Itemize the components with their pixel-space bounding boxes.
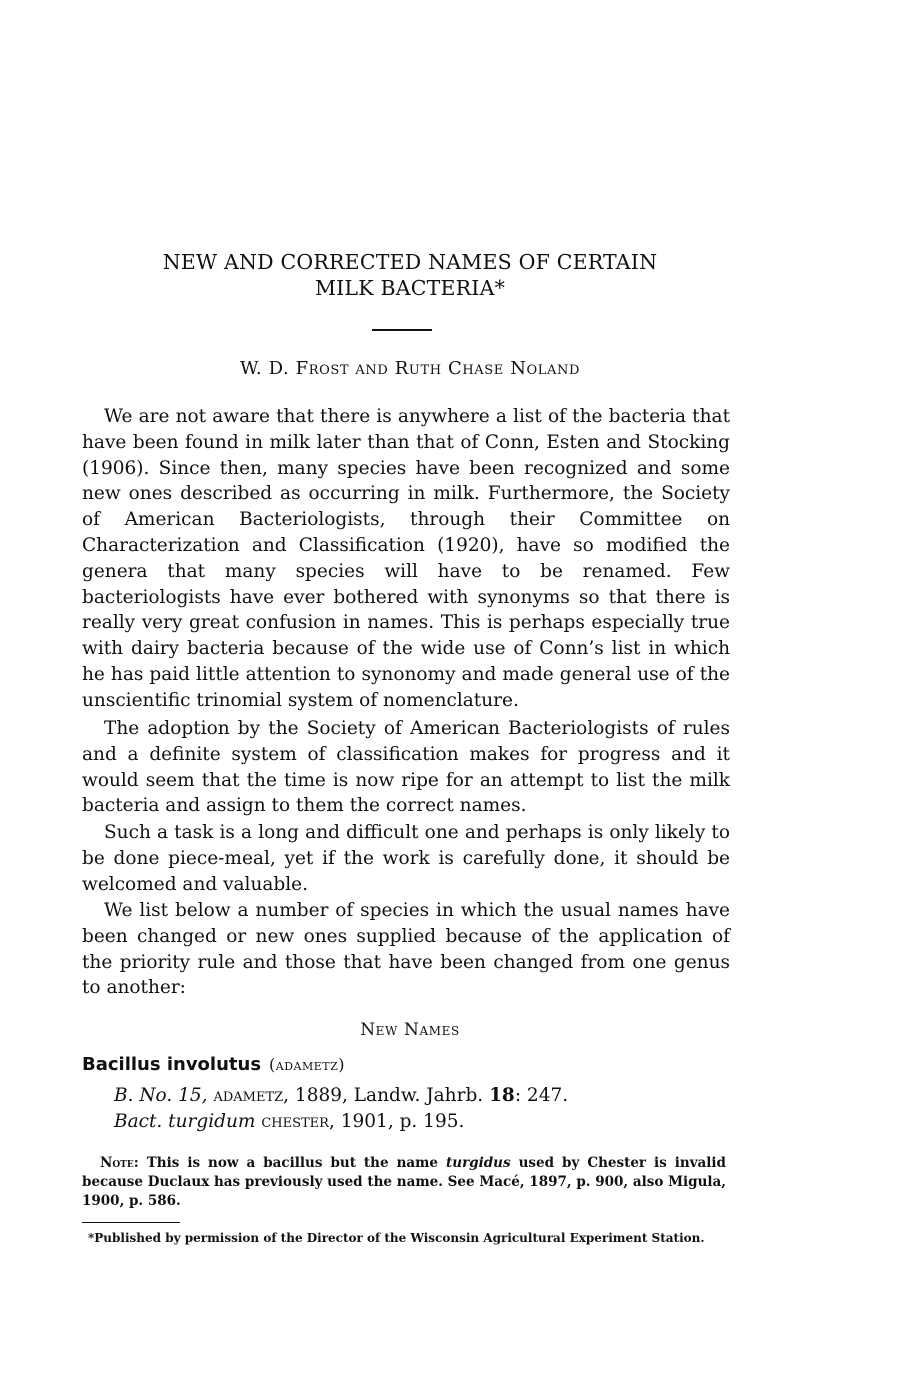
synonym-2-author: chester, [261, 1111, 335, 1132]
synonym-2-ref: 1901, p. 195. [340, 1111, 465, 1132]
paragraph-4 [82, 898, 730, 1001]
synonym-1-page: : 247. [514, 1085, 569, 1106]
paragraph-3-text: Such a task is a long and difficult one and perhaps is only likely to be done piece-meal, yet if the work is carefully done, it should be welcomed and valuable. [82, 822, 730, 895]
note-label: Note: [100, 1155, 139, 1171]
section-heading-new-names: New Names [360, 1020, 460, 1040]
note-text-b: used by Chester is invalid because Duclaux has previously used the name. See Macé, 1897, p. 900, also Migula, 1900, p. 586. [82, 1155, 726, 1209]
paragraph-1-text: We are not aware that there is anywhere a list of the bacteria that have been found in milk later than that of Conn, Esten and Stocking (1906). Since then, many species have been recognized and some new ones described as occurring in milk. Furthermore, the Society of American Bacteriologists, through their Committee on Characterization and Classification (1920), have so modified the genera that many species will have to be renamed. Few bacteriologists have ever bothered with synonyms so that there is really very great confusion in names. This is perhaps especially true with dairy bacteria because of the wide use of Conn’s list in which he has paid little attention to synonomy and made general use of the unscientific trinomial system of nomenclature. [82, 406, 730, 711]
taxonomic-note [82, 1154, 726, 1211]
synonym-1 [114, 1084, 568, 1108]
footnote-divider [82, 1222, 180, 1223]
author-line: W. D. Frost and Ruth Chase Noland [239, 358, 581, 379]
paragraph-3 [82, 820, 730, 897]
footnote [82, 1230, 726, 1247]
species-authority: (adametz) [269, 1055, 346, 1074]
title-divider [372, 329, 432, 331]
species-heading [82, 1054, 345, 1075]
footnote-text: *Published by permission of the Director of the Wisconsin Agricultural Experiment Station. [88, 1231, 705, 1245]
paragraph-1 [82, 404, 730, 714]
species-name: Bacillus involutus [82, 1054, 262, 1075]
article-title-line-1: NEW AND CORRECTED NAMES OF CERTAIN [162, 250, 658, 274]
article-title-line-2: MILK BACTERIA* [314, 276, 506, 300]
synonym-1-author: adametz, [213, 1085, 290, 1106]
synonym-2-name: Bact. turgidum [114, 1111, 256, 1132]
paragraph-4-text: We list below a number of species in which the usual names have been changed or new ones supplied because of the application of the priority rule and those that have been changed from one genus to another: [82, 900, 730, 999]
note-italic-term: turgidus [446, 1155, 511, 1171]
synonym-1-volume: 18 [489, 1085, 515, 1106]
synonym-2 [114, 1110, 464, 1134]
synonym-1-name: B. No. 15, [114, 1085, 208, 1106]
synonym-1-ref: 1889, Landw. Jahrb. [294, 1085, 484, 1106]
note-text-a: This is now a bacillus but the name [146, 1155, 439, 1171]
paragraph-2 [82, 716, 730, 819]
paragraph-2-text: The adoption by the Society of American Bacteriologists of rules and a definite system of classification makes for progress and it would seem that the time is now ripe for an attempt to list the milk bacteria and assign to them the correct names. [82, 718, 730, 817]
